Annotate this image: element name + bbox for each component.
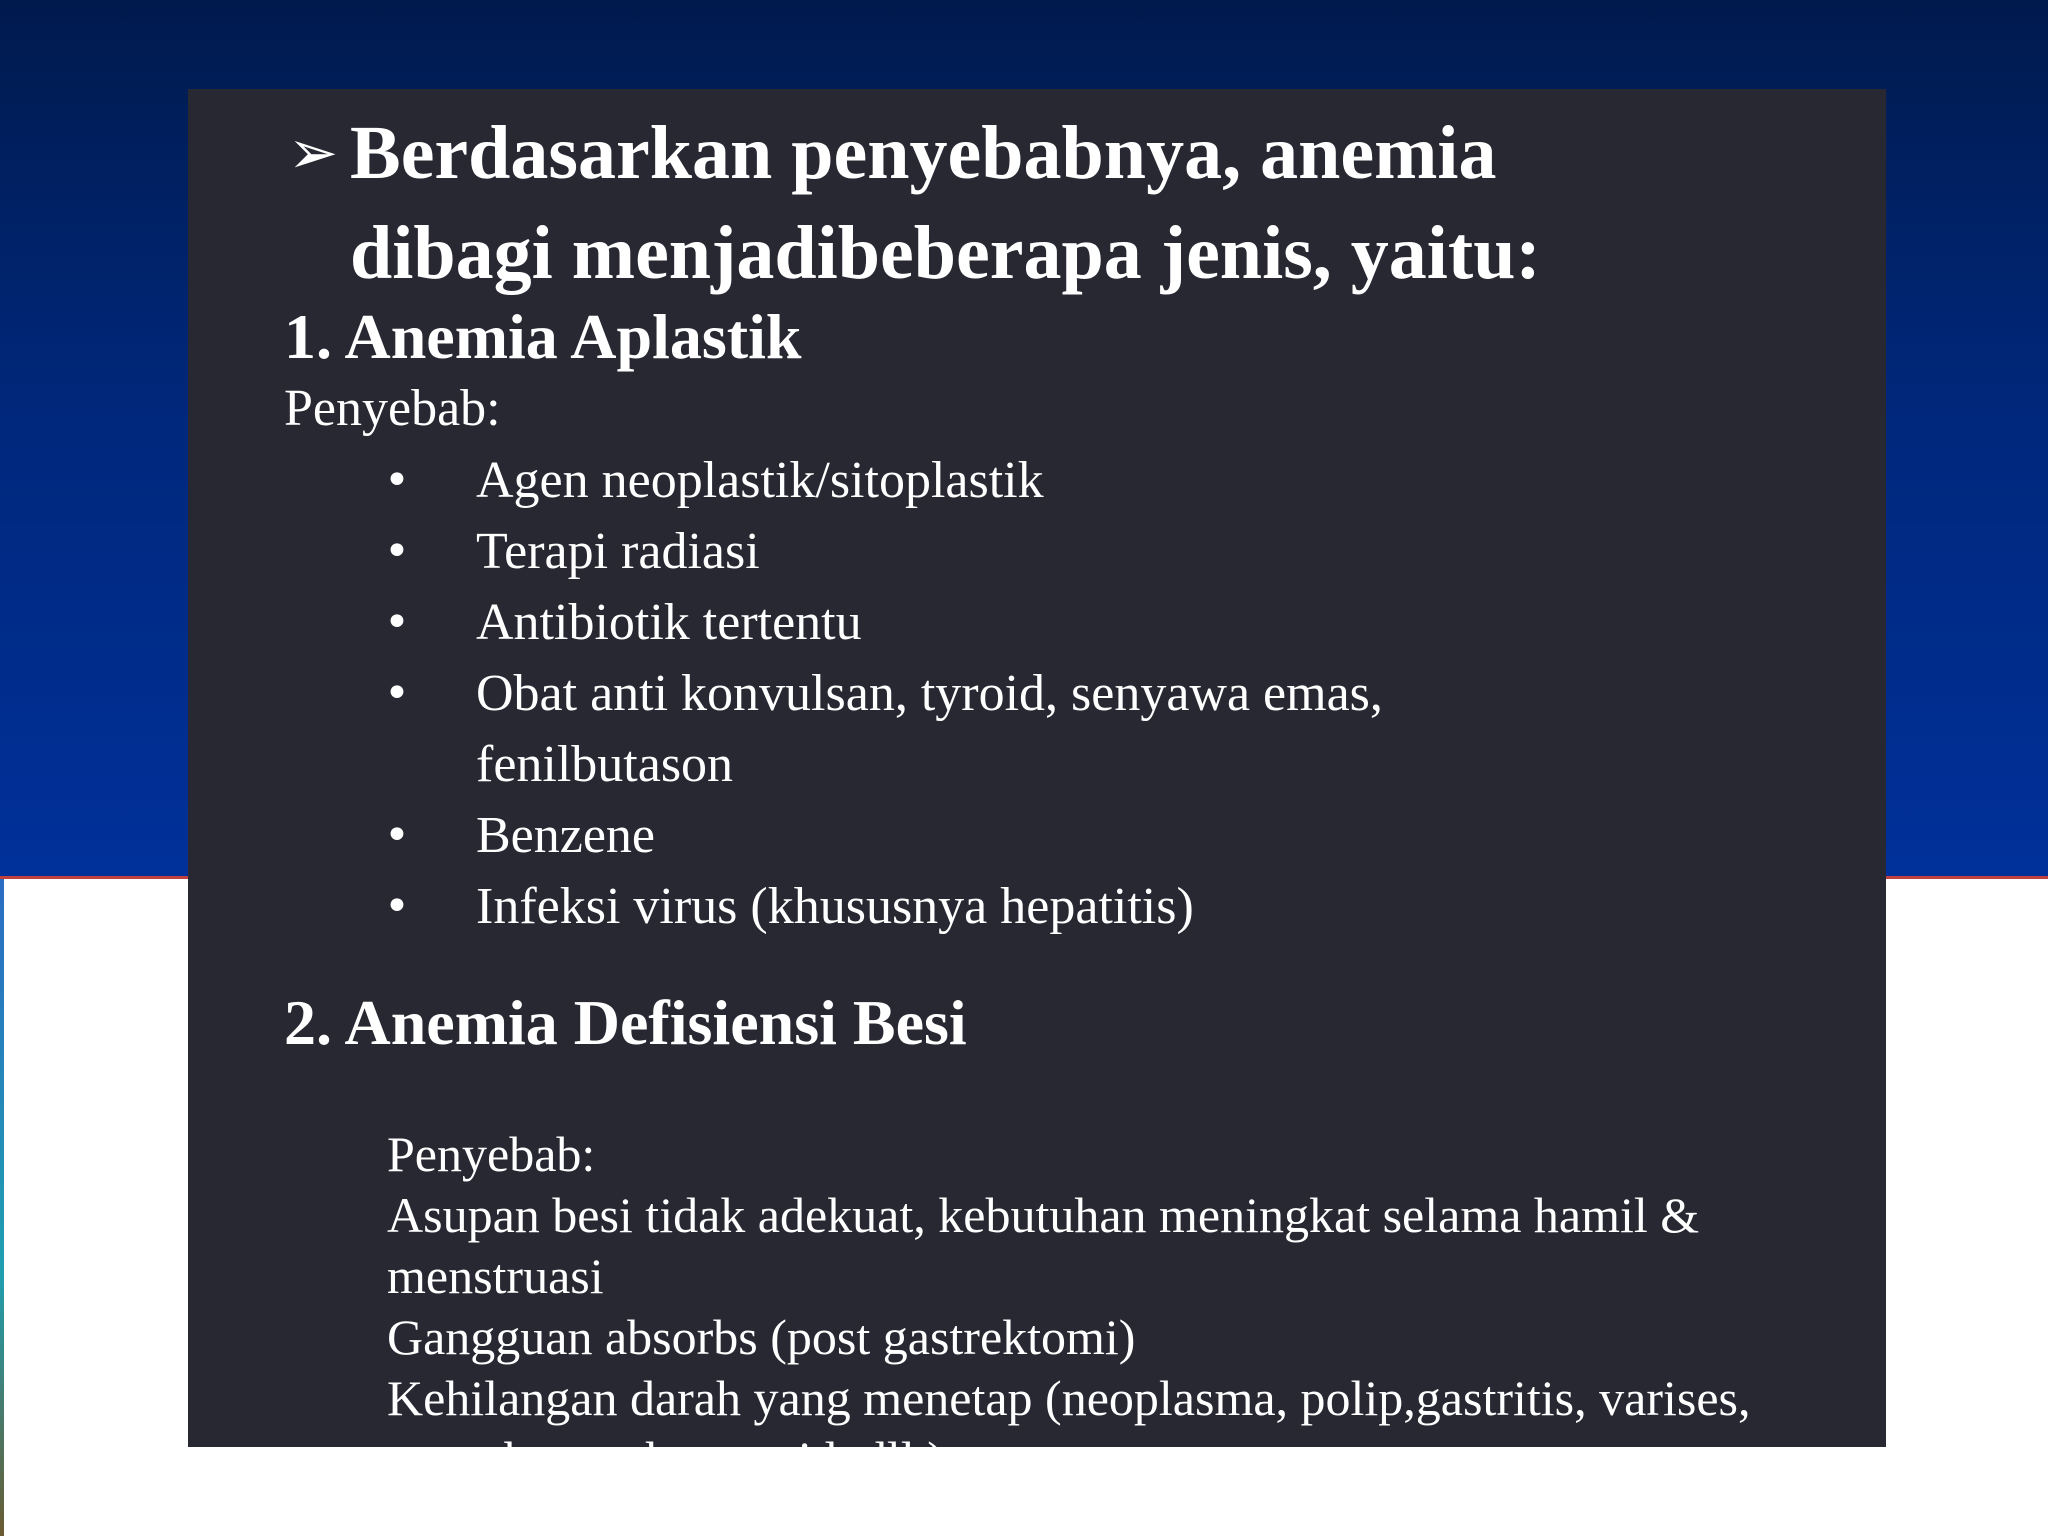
content-panel <box>188 89 1886 1487</box>
section-1-cause-label: Penyebab: <box>284 380 501 437</box>
heading-text <box>350 103 1650 303</box>
list-item <box>384 587 1576 658</box>
heading-line-1: Berdasarkan penyebabnya, anemia <box>350 111 1497 195</box>
bullet-text: Benzene <box>476 807 656 864</box>
section-1-title: 1. Anemia Aplastik <box>284 301 802 372</box>
bullet-dot-icon: • <box>384 526 410 577</box>
section-2-cause-label: Penyebab: <box>387 1126 596 1182</box>
section-2-line: Kehilangan darah yang menetap (neoplasma, polip,gastritis, varises, oesophagus, hemoroid, dll.) <box>387 1370 1751 1487</box>
list-item <box>384 445 1576 516</box>
section-2-line: Asupan besi tidak adekuat, kebutuhan meningkat selama hamil & menstruasi <box>387 1187 1700 1304</box>
bullet-dot-icon: • <box>384 597 410 648</box>
slide-heading <box>288 103 1848 303</box>
section-2-line: Gangguan absorbs (post gastrektomi) <box>387 1309 1136 1365</box>
list-item <box>384 800 1576 871</box>
background-left-edge <box>0 879 4 1536</box>
heading-line-2: dibagi menjadibeberapa jenis, yaitu: <box>350 211 1541 295</box>
section-2-body <box>387 1124 1847 1490</box>
arrow-bullet-icon: ➢ <box>288 118 339 188</box>
bullet-text: Antibiotik tertentu <box>476 594 862 651</box>
section-1-bullet-list <box>384 445 1576 942</box>
bullet-dot-icon: • <box>384 810 410 861</box>
list-item <box>384 516 1576 587</box>
bullet-dot-icon: • <box>384 668 410 719</box>
bullet-dot-icon: • <box>384 881 410 932</box>
bullet-text: Infeksi virus (khususnya hepatitis) <box>476 878 1194 935</box>
bullet-text: Agen neoplastik/sitoplastik <box>476 452 1044 509</box>
list-item <box>384 658 1576 800</box>
bullet-text: Obat anti konvulsan, tyroid, senyawa emas, fenilbutason <box>476 665 1383 793</box>
list-item <box>384 871 1576 942</box>
bullet-text: Terapi radiasi <box>476 523 760 580</box>
section-2-title: 2. Anemia Defisiensi Besi <box>284 987 967 1058</box>
bullet-dot-icon: • <box>384 455 410 506</box>
